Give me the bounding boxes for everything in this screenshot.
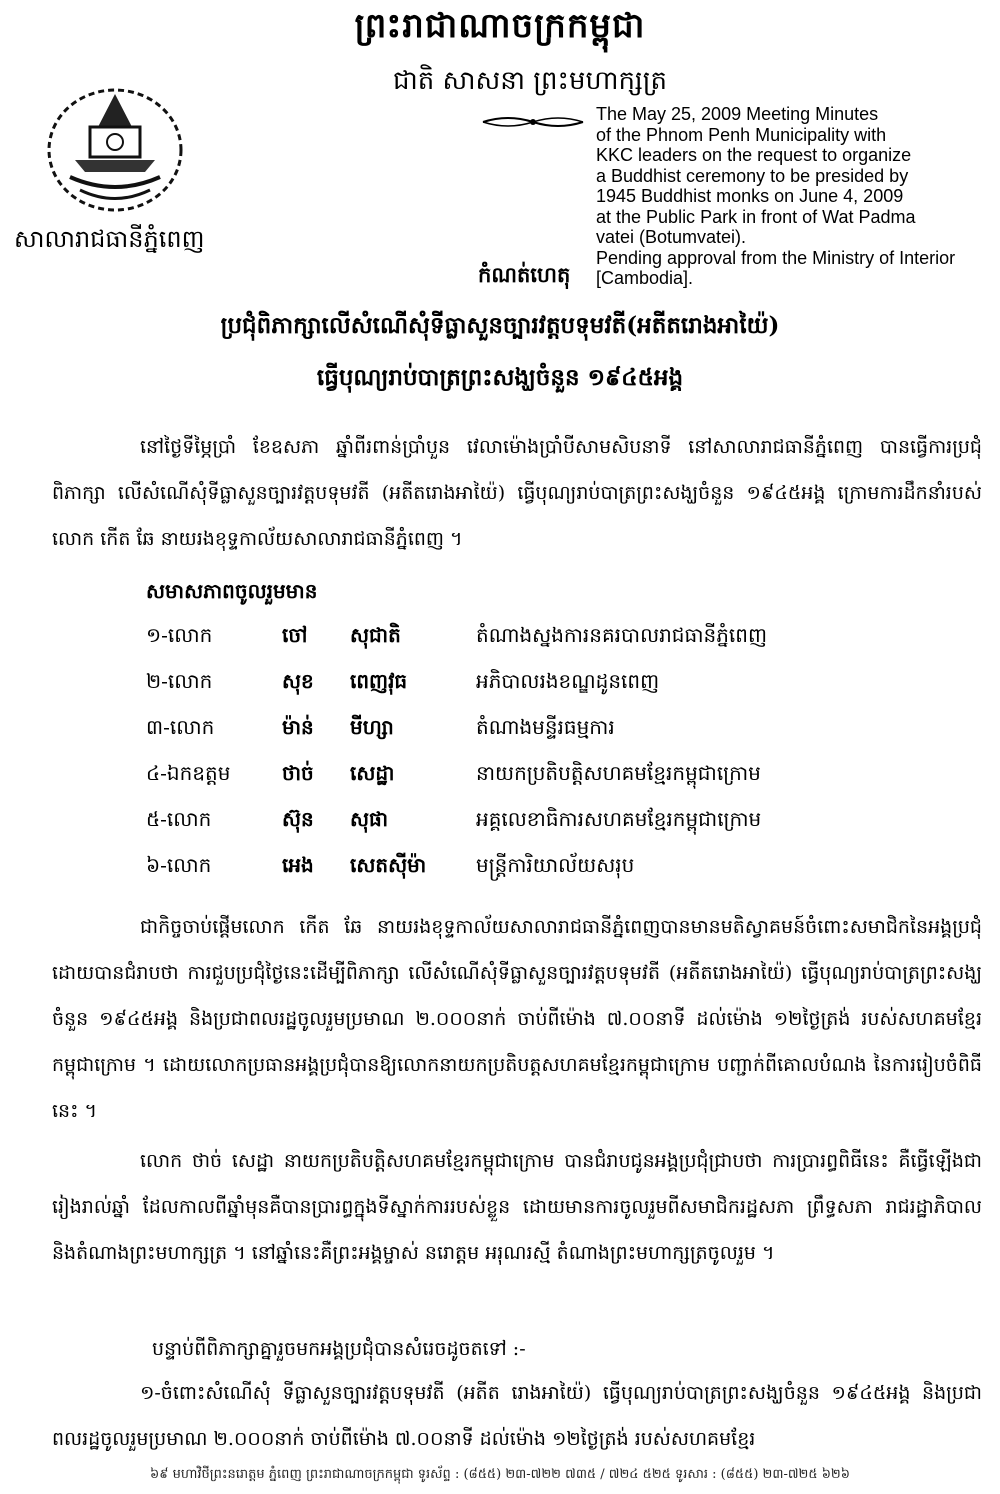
ceremony-background-paragraph — [52, 1138, 982, 1276]
attendee-family-name: ម៉ាន់ — [282, 715, 314, 739]
attendee-row — [0, 714, 1000, 754]
national-motto: ជាតិ សាសនា ព្រះមហាក្សត្រ — [393, 66, 667, 96]
attendee-number: ៦-លោក — [146, 853, 212, 877]
decision-item-1-text: ១-ចំពោះសំណើសុំ ទីធ្លាសួនច្បារវត្តបទុមវតី (អតីត រោងអាយ៉ៃ) ធ្វើបុណ្យរាប់បាត្រព្រះសង្ឃចំនួន ១៩៤៥អង្គ និងប្រជាពលរដ្ឋចូលរួមប្រមាណ ២.០០០នាក់ ចាប់ពីម៉ោង ៧.០០នាទី ដល់ម៉ោង ១២ថ្ងៃត្រង់ របស់សហគមខ្មែរ — [52, 1382, 982, 1450]
annotation-line: vatei (Botumvatei). — [596, 227, 747, 247]
attendee-given-name: សុផា — [350, 807, 389, 831]
decision-item-1 — [52, 1370, 982, 1462]
kingdom-heading: ព្រះរាជាណាចក្រកម្ពុជា — [354, 6, 646, 46]
attendee-row — [0, 622, 1000, 662]
annotation-line: Pending approval from the Ministry of Interior — [596, 247, 956, 268]
attendee-family-name: សុខ — [282, 669, 314, 693]
municipal-emblem-icon — [30, 72, 200, 222]
intro-paragraph — [52, 424, 982, 562]
attendee-number: ៤-ឯកឧត្តម — [146, 761, 231, 785]
attendee-family-name: អេង — [282, 853, 314, 877]
attendee-family-name: ចៅ — [282, 623, 308, 647]
attendee-title: នាយកប្រតិបត្តិសហគមខ្មែរកម្ពុជាក្រោម — [476, 761, 761, 785]
attendee-title: តំណាងស្នងការនគរបាលរាជធានីភ្នំពេញ — [476, 623, 768, 647]
english-annotation — [596, 104, 1000, 289]
document-title: ប្រជុំពិភាក្សាលើសំណើសុំទីធ្លាសួនច្បារវត្តបទុមវតី(អតីតរោងអាយ៉ៃ) — [220, 312, 780, 339]
attendee-row — [0, 668, 1000, 708]
annotation-line: at the Public Park in front of Wat Padma — [596, 206, 916, 227]
annotation-line: The May 25, 2009 Meeting Minutes — [596, 104, 879, 124]
annotation-line: KKC leaders on the request to organize — [596, 145, 912, 165]
attendee-row — [0, 852, 1000, 892]
attendee-number: ២-លោក — [146, 669, 213, 693]
attendee-title: អភិបាលរងខណ្ឌដូនពេញ — [476, 669, 660, 693]
opening-remarks-text: ជាកិច្ចចាប់ផ្តើមលោក កើត ឆែ នាយរងខុទ្ទកាល័យសាលារាជធានីភ្នំពេញបានមានមតិស្វាគមន៍ចំពោះសមាជិកនៃអង្គប្រជុំដោយបានជំរាបថា ការជួបប្រជុំថ្ងៃនេះដើម្បីពិភាក្សា លើសំណើសុំទីធ្លាសួនច្បារវត្តបទុមវតី (អតីតរោងអាយ៉ៃ) ធ្វើបុណ្យរាប់បាត្រព្រះសង្ឃចំនួន ១៩៤៥អង្គ និងប្រជាពលរដ្ឋចូលរួមប្រមាណ ២.០០០នាក់ ចាប់ពីម៉ោង ៧.០០នាទី ដល់ម៉ោង ១២ថ្ងៃត្រង់ របស់សហគមខ្មែរកម្ពុជាក្រោម ។ ដោយលោកប្រធានអង្គប្រជុំបានឱ្យលោកនាយកប្រតិបត្តសហគមខ្មែរកម្ពុជាក្រោម បញ្ជាក់ពីគោលបំណង នៃការរៀបចំពិធីនេះ ។ — [52, 916, 982, 1122]
intro-text: នៅថ្ងៃទីម្ភៃប្រាំ ខែឧសភា ឆ្នាំពីរពាន់ប្រាំបួន វេលាម៉ោងប្រាំបីសាមសិបនាទី នៅសាលារាជធានីភ្នំពេញ បានធ្វើការប្រជុំពិភាក្សា លើសំណើសុំទីធ្លាសួនច្បារវត្តបទុមវតី (អតីតរោងអាយ៉ៃ) ធ្វើបុណ្យរាប់បាត្រព្រះសង្ឃចំនួន ១៩៤៥អង្គ ក្រោមការដឹកនាំរបស់លោក កើត ឆែ នាយរងខុទ្ទកាល័យសាលារាជធានីភ្នំពេញ ។ — [52, 436, 982, 550]
attendee-family-name: ស៊ុន — [282, 807, 314, 831]
issuing-office: សាលារាជធានីភ្នំពេញ — [14, 225, 205, 253]
attendee-row — [0, 806, 1000, 846]
attendee-given-name: ពេញវុធ — [350, 669, 408, 693]
attendee-given-name: សុជាតិ — [350, 623, 401, 647]
attendee-number: ៥-លោក — [146, 807, 212, 831]
opening-remarks-paragraph — [52, 904, 982, 1134]
attendee-family-name: ថាច់ — [282, 761, 314, 785]
ceremony-background-text: លោក ថាច់ សេដ្ឋា នាយកប្រតិបត្តិសហគមខ្មែរកម្ពុជាក្រោម បានជំរាបជូនអង្គប្រជុំជ្រាបថា ការប្រារព្ធពិធីនេះ គឺធ្វើឡើងជារៀងរាល់ឆ្នាំ ដែលកាលពីឆ្នាំមុនគឺបានប្រារព្ធក្នុងទីស្នាក់ការរបស់ខ្លួន ដោយមានការចូលរួមពីសមាជិករដ្ឋសភា ព្រឹទ្ធសភា រាជរដ្ឋាភិបាល និងតំណាងព្រះមហាក្សត្រ ។ នៅឆ្នាំនេះគឺព្រះអង្គម្ចាស់ នរោត្តម អរុណរស្មី តំណាងព្រះមហាក្សត្រចូលរួម ។ — [52, 1150, 982, 1264]
document-subtitle: ធ្វើបុណ្យរាប់បាត្រព្រះសង្ឃចំនួន ១៩៤៥អង្គ — [316, 364, 684, 391]
annotation-line: of the Phnom Penh Municipality with — [596, 124, 887, 145]
attendee-number: ៣-លោក — [146, 715, 215, 739]
attendee-title: អគ្គលេខាធិការសហគមខ្មែរកម្ពុជាក្រោម — [476, 807, 762, 831]
attendee-given-name: សេដ្ឋា — [350, 761, 395, 785]
attendee-row — [0, 760, 1000, 800]
attendee-title: តំណាងមន្ទីរធម្មការ — [476, 715, 615, 739]
attendee-given-name: មីហ្សា — [350, 715, 394, 739]
decisions-intro: បន្ទាប់ពីពិភាក្សាគ្នារួចមកអង្គប្រជុំបានសំរេចដូចតទៅ :- — [152, 1338, 526, 1360]
ornament-divider-icon — [478, 112, 588, 132]
annotation-line: [Cambodia]. — [596, 268, 694, 288]
attendee-title: មន្ត្រីការិយាល័យសរុប — [476, 853, 635, 877]
attendee-given-name: សេតស៊ីម៉ា — [350, 853, 427, 877]
annotation-line: 1945 Buddhist monks on June 4, 2009 — [596, 186, 904, 206]
annotation-line: a Buddhist ceremony to be presided by — [596, 165, 909, 186]
attendees-heading: សមាសភាពចូលរួមមាន — [146, 579, 318, 603]
attendee-number: ១-លោក — [146, 623, 213, 647]
page-footer-address: ៦៩ មហាវិថីព្រះនរោត្តម ភ្នំពេញ ព្រះរាជាណាចក្រកម្ពុជា ទូរស័ព្ទ : (៨៥៥) ២៣-៧២២ ៧៣៥ / ៧២៤ ៥២៥ ទូរសារ : (៨៥៥) ២៣-៧២៥ ៦២៦ — [150, 1467, 850, 1482]
document-type-label: កំណត់ហេតុ — [478, 262, 571, 287]
